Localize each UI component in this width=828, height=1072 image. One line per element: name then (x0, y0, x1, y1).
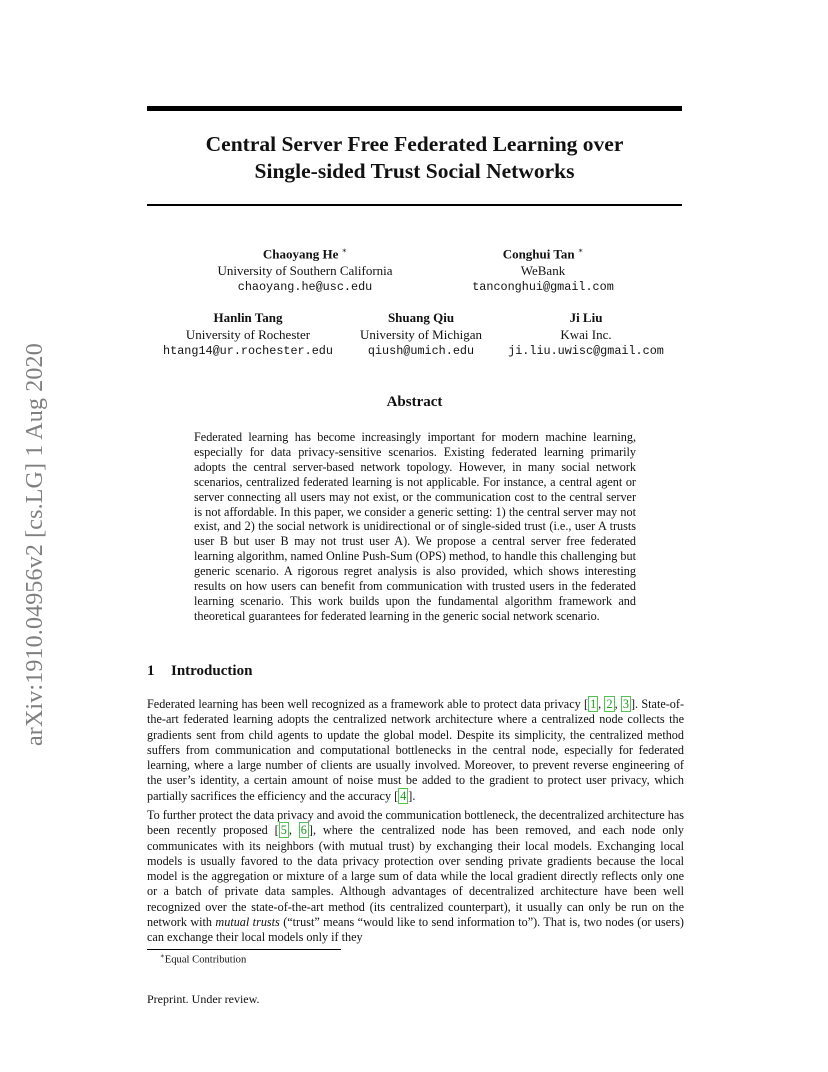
preprint-note: Preprint. Under review. (147, 992, 260, 1006)
para-text: To further protect the data privacy and avoid the communication bottleneck, the decentralized architecture has been recently proposed [ (147, 808, 684, 838)
author-email: chaoyang.he@usc.edu (237, 280, 373, 295)
author-affiliation: University of Rochester (185, 326, 311, 342)
citation-separator: , (614, 697, 621, 711)
abstract-heading: Abstract (386, 394, 443, 410)
title-top-rule (147, 106, 682, 111)
citation-link[interactable]: 3 (622, 697, 629, 711)
author-mark: ∗ (341, 246, 348, 255)
author-affiliation: WeBank (520, 262, 566, 278)
author-email: tanconghui@gmail.com (472, 280, 614, 295)
title-line-1: Central Server Free Federated Learning over (205, 132, 624, 156)
author-mark: ∗ (577, 246, 584, 255)
title-bottom-rule (147, 204, 682, 206)
author-name: Shuang Qiu (387, 310, 455, 325)
para-text: ]. (408, 788, 416, 803)
author-affiliation: University of Southern California (217, 262, 393, 278)
author-block-tang (150, 310, 346, 360)
paper-title (147, 131, 682, 185)
citation-link[interactable]: 5 (280, 823, 287, 838)
author-email: ji.liu.uwisc@gmail.com (508, 344, 664, 358)
para-text: Federated learning has been well recognized as a framework able to protect data privacy [ (147, 697, 589, 711)
footnote-text: Equal Contribution (164, 954, 247, 966)
author-name: Conghui Tan (502, 246, 575, 262)
author-name: Hanlin Tang (213, 310, 283, 325)
intro-paragraph-1 (147, 697, 684, 804)
title-line-2: Single-sided Trust Social Networks (254, 159, 575, 183)
author-block-he (205, 243, 405, 296)
abstract-text: Federated learning has become increasingly important for modern machine learning, especially for data privacy-sensitive scenarios. Existing federated learning primarily adopts the central server-based network topology. However, in many social network scenarios, centralized federated learning is not applicable. For instance, a central agent or server connecting all users may not exist, or the communication cost to the central server is not affordable. In this paper, we consider a generic setting: 1) the central server may not exist, and 2) the social network is unidirectional or of single-sided trust (i.e., user A trusts user B but user B may not trust user A). We propose a central server free federated learning algorithm, named Online Push-Sum (OPS) method, to handle this challenging but generic scenario. A rigorous regret analysis is also provided, which shows interesting results on how users can benefit from communication with trusted users in the federated learning scenario. This work builds upon the fundamental algorithm framework and theoretical guarantees for federated learning in the generic social network scenario. (194, 430, 636, 623)
author-email: qiush@umich.edu (367, 344, 475, 358)
arxiv-identifier: arXiv:1910.04956v2 [cs.LG] 1 Aug 2020 (22, 343, 48, 746)
footnote-rule (147, 949, 341, 950)
author-affiliation: Kwai Inc. (560, 326, 612, 342)
section-number: 1 (147, 663, 155, 679)
citation-link[interactable]: 2 (606, 697, 613, 711)
author-name: Chaoyang He (262, 246, 339, 262)
footnote (160, 952, 246, 966)
citation-link[interactable]: 6 (300, 823, 307, 838)
author-block-liu (500, 310, 672, 360)
footnote-mark: ∗ (160, 952, 165, 960)
author-email: htang14@ur.rochester.edu (163, 344, 333, 358)
para-text: (“trust” means “would like to send information to”). That is, two nodes (or users) can exchange their local models only if they (147, 915, 684, 945)
section-heading (147, 663, 252, 680)
author-block-qiu (346, 310, 496, 360)
intro-paragraph-2 (147, 808, 684, 946)
para-text: ]. State-of-the-art federated learning adopts the centralized network architecture where a centralized node collects the gradients sent from child agents to update the global model. Despite its simplicity, the centralized method suffers from communication and computational bottlenecks in the central node, especially for federated learning, where a large number of clients are usually involved. Moreover, to prevent reverse engineering of the user’s identity, a certain amount of noise must be added to the gradient to protect user privacy, which partially sacrifices the efficiency and the accuracy [ (147, 697, 685, 803)
citation-link[interactable]: 1 (590, 697, 597, 711)
author-name: Ji Liu (569, 310, 603, 325)
emphasis-text: mutual trusts (215, 915, 280, 930)
citation-link[interactable]: 4 (400, 788, 407, 803)
author-affiliation: University of Michigan (359, 326, 483, 342)
author-block-tan (453, 243, 633, 296)
citation-separator: , (288, 823, 299, 838)
citation-separator: , (598, 697, 605, 711)
para-text: ], where the centralized node has been removed, and each node only communicates with its neighbors (with mutual trust) by exchanging their local models. Exchanging local models is usually favored to the data privacy protection over sending private gradients because the local model is the aggregation or mixture of a large sum of data while the local gradient directly reflects only one or a batch of private data samples. Although advantages of decentralized architecture have been well recognized over the state-of-the-art method (its centralized counterpart), it usually can only be run on the network with (147, 823, 685, 930)
section-title: Introduction (171, 663, 253, 679)
